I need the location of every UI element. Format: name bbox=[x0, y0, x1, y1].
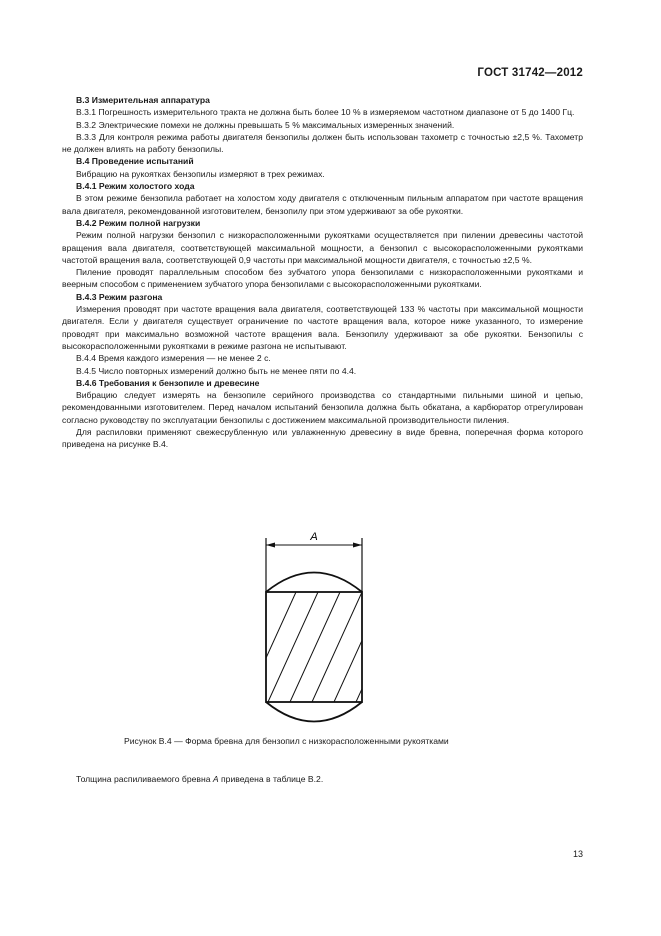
section-heading: B.4.3 Режим разгона bbox=[76, 291, 163, 302]
paragraph: Вибрацию на рукоятках бензопилы измеряют в трех режимах. bbox=[76, 168, 325, 179]
paragraph: B.3.1 Погрешность измерительного тракта не должна быть более 10 % в измеряемом частотном диапазоне от 5 до 1400 Гц. bbox=[76, 107, 575, 118]
dimension-arrow-right bbox=[353, 543, 362, 548]
paragraph: В этом режиме бензопила работает на холостом ходу двигателя с отключенным пильным аппаратом при частоте вращения вала двигателя, рекомендованной изготовителем, бензопилу при этом удерживают за обе рукоятки. bbox=[62, 193, 583, 216]
standard-header: ГОСТ 31742—2012 bbox=[477, 67, 583, 79]
figure-caption: Рисунок B.4 — Форма бревна для бензопил с низкорасположенными рукоятками bbox=[124, 736, 449, 746]
paragraph: Для распиловки применяют свежесрубленную или увлажненную древесину в виде бревна, поперечная форма которого приведена на рисунке B.4. bbox=[62, 427, 583, 450]
page-number: 13 bbox=[573, 849, 584, 859]
section-heading: B.4.6 Требования к бензопиле и древесине bbox=[76, 377, 260, 388]
dimension-label: A bbox=[310, 531, 318, 543]
dimension-arrow-left bbox=[266, 543, 275, 548]
hatching bbox=[246, 592, 406, 702]
paragraph: Вибрацию следует измерять на бензопиле серийного производства со стандартными пильными шиной и цепью, рекомендованными изготовителем. Перед началом испытаний бензопила должна быть обкатана, а карбюратор отрегулирован согласно руководству по эксплуатации бензопилы с достижением максимальной производительности пиления. bbox=[62, 390, 583, 425]
log-top-arc bbox=[266, 573, 362, 593]
paragraph-after-figure bbox=[76, 774, 323, 784]
paragraph: B.4.4 Время каждого измерения — не менее 2 с. bbox=[76, 353, 271, 364]
text-before: Толщина распиливаемого бревна bbox=[76, 774, 213, 784]
section-heading: B.3 Измерительная аппаратура bbox=[76, 95, 210, 105]
paragraph: Измерения проводят при частоте вращения вала двигателя, соответствующей 133 % частоты при максимальной мощности двигателя. Если у двигателя существует ограничение по частоте вращения вала, которое ниже указанного, то измерение проводят при максимально возможной частоте вращения вала. Бензопилу удерживают за обе рукоятки. Бензопилы с высокорасположенными рукоятками в режиме разгона не испытывают. bbox=[62, 304, 583, 351]
paragraph: Пиление проводят параллельным способом без зубчатого упора бензопилами с низкорасположенными рукоятками и веерным способом с применением зубчатого упора бензопилами с высокорасположенными рукоятками. bbox=[62, 267, 583, 290]
log-sawn-section bbox=[266, 592, 362, 702]
paragraph: B.3.2 Электрические помехи не должны превышать 5 % максимальных измеренных значений. bbox=[76, 119, 455, 130]
paragraph: B.3.3 Для контроля режима работы двигателя бензопилы должен быть использован тахометр с точностью ±2,5 %. Тахометр не должен влиять на работу бензопилы. bbox=[62, 131, 583, 155]
variable-a: A bbox=[212, 774, 219, 784]
text-after: приведена в таблице B.2. bbox=[218, 774, 324, 784]
paragraph: Режим полной нагрузки бензопил с низкорасположенными рукоятками осуществляется при пилении древесины частотой вращения вала двигателя, соответствующей максимальной мощности, а бензопил с высокорасположенными рукоятками частотой вращения вала, соответствующей 0,9 частоты при максимальной мощности двигателя, с точностью ±2,5 %. bbox=[62, 230, 583, 265]
section-heading: B.4.2 Режим полной нагрузки bbox=[76, 217, 201, 228]
paragraph: B.4.5 Число повторных измерений должно быть не менее пяти по 4.4. bbox=[76, 365, 357, 376]
log-bottom-arc bbox=[266, 702, 362, 722]
section-heading: B.4 Проведение испытаний bbox=[76, 156, 194, 167]
section-heading: B.4.1 Режим холостого хода bbox=[76, 181, 195, 192]
